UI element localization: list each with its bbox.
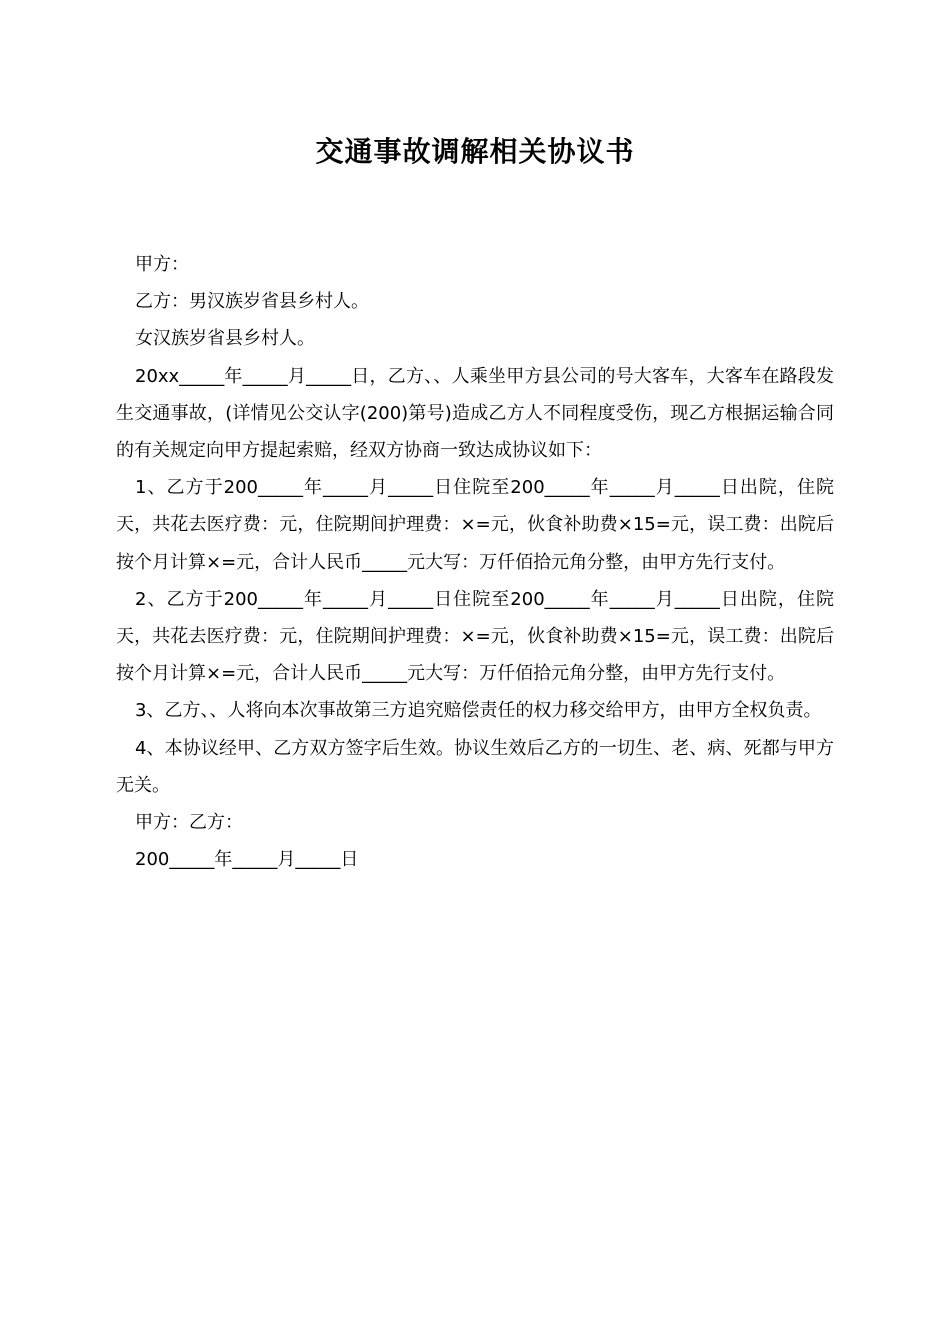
clause-4: 4、本协议经甲、乙方双方签字后生效。协议生效后乙方的一切生、老、病、死都与甲方无关。	[116, 737, 834, 796]
accident-description: 20xx_____年_____月_____日，乙方、、人乘坐甲方县公司的号大客车，大客车在路段发生交通事故，(详情见公交认字(200)第号)造成乙方人不同程度受伤，现乙方根据运输合同的有关规定向甲方提起索赔，经双方协商一致达成协议如下：	[116, 365, 834, 462]
document-title: 交通事故调解相关协议书	[315, 135, 635, 168]
document-body	[116, 246, 834, 878]
party-b-male-line: 乙方：男汉族岁省县乡村人。	[135, 291, 369, 313]
signature-line: 甲方：乙方：	[135, 812, 243, 834]
party-b-female-line: 女汉族岁省县乡村人。	[135, 328, 315, 350]
clause-1: 1、乙方于200_____年_____月_____日住院至200_____年_____月_____日出院，住院天，共花去医疗费：元，住院期间护理费：×=元，伙食补助费×15=元，误工费：出院后按个月计算×=元，合计人民币_____元大写：万仟佰拾元角分整，由甲方先行支付。	[116, 477, 834, 573]
party-a-line: 甲方：	[135, 254, 189, 275]
date-line: 200_____年_____月_____日	[135, 849, 359, 871]
clause-2: 2、乙方于200_____年_____月_____日住院至200_____年_____月_____日出院，住院天，共花去医疗费：元，住院期间护理费：×=元，伙食补助费×15=元，误工费：出院后按个月计算×=元，合计人民币_____元大写：万仟佰拾元角分整，由甲方先行支付。	[116, 588, 834, 685]
clause-3: 3、乙方、、人将向本次事故第三方追究赔偿责任的权力移交给甲方，由甲方全权负责。	[135, 700, 822, 722]
